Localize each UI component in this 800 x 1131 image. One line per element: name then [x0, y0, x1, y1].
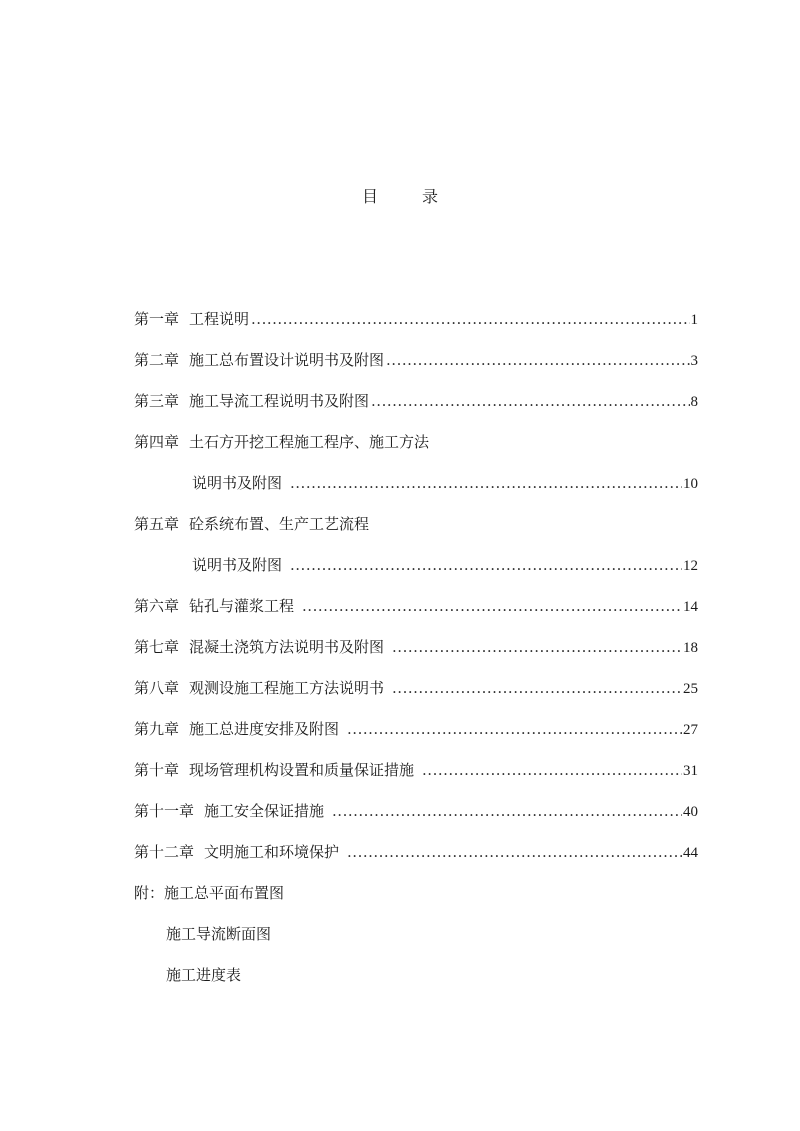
- chapter-number: 第十一章: [134, 802, 195, 820]
- chapter-title: 土石方开挖工程施工程序、施工方法: [189, 433, 430, 451]
- page-number: 40: [683, 804, 698, 820]
- chapter-number: 第三章: [134, 392, 180, 410]
- toc-entry-chapter-10[interactable]: [134, 759, 698, 781]
- dot-leader: [392, 677, 682, 699]
- dot-leader: [290, 554, 682, 576]
- chapter-number: 第十章: [134, 761, 180, 779]
- chapter-title: 钻孔与灌浆工程: [189, 597, 295, 615]
- dot-leader: [386, 349, 689, 371]
- page-number: 27: [683, 722, 698, 738]
- dot-leader: [332, 800, 682, 822]
- dot-leader: [371, 390, 689, 412]
- page-number: 25: [683, 681, 698, 697]
- page-number: 10: [683, 476, 698, 492]
- page-number: 1: [690, 312, 698, 328]
- toc-title: [0, 184, 800, 207]
- title-char-2: 录: [422, 187, 439, 206]
- chapter-number: 第七章: [134, 638, 180, 656]
- chapter-title: 观测设施工程施工方法说明书: [189, 679, 385, 697]
- chapter-title: 文明施工和环境保护: [204, 843, 340, 861]
- dot-leader: [392, 636, 682, 658]
- chapter-title: 施工总进度安排及附图: [189, 720, 340, 738]
- chapter-number: 第四章: [134, 433, 180, 451]
- chapter-number: 第五章: [134, 515, 180, 533]
- toc-entry-chapter-7[interactable]: [134, 636, 698, 658]
- page-number: 31: [683, 763, 698, 779]
- chapter-title: 说明书及附图: [192, 556, 283, 574]
- title-char-1: 目: [361, 187, 378, 206]
- toc-entry-chapter-3[interactable]: [134, 390, 698, 412]
- dot-leader: [302, 595, 682, 617]
- chapter-title: 施工总布置设计说明书及附图: [189, 351, 385, 369]
- appendix-item: 施工进度表: [166, 966, 242, 984]
- toc-entry-chapter-4-continued[interactable]: [192, 472, 698, 494]
- toc-entry-chapter-5[interactable]: [134, 513, 369, 535]
- dot-leader: [347, 718, 682, 740]
- chapter-title: 说明书及附图: [192, 474, 283, 492]
- appendix-item: 施工导流断面图: [166, 925, 272, 943]
- toc-entry-chapter-9[interactable]: [134, 718, 698, 740]
- chapter-title: 施工导流工程说明书及附图: [189, 392, 370, 410]
- toc-entry-chapter-2[interactable]: [134, 349, 698, 371]
- chapter-number: 第十二章: [134, 843, 195, 861]
- toc-entry-chapter-5-continued[interactable]: [192, 554, 698, 576]
- appendix-heading: 附：施工总平面布置图: [134, 884, 285, 902]
- toc-entry-chapter-8[interactable]: [134, 677, 698, 699]
- page-number: 18: [683, 640, 698, 656]
- chapter-title: 现场管理机构设置和质量保证措施: [189, 761, 415, 779]
- dot-leader: [347, 841, 682, 863]
- chapter-number: 第九章: [134, 720, 180, 738]
- toc-entry-chapter-11[interactable]: [134, 800, 698, 822]
- chapter-number: 第六章: [134, 597, 180, 615]
- chapter-number: 第二章: [134, 351, 180, 369]
- dot-leader: [422, 759, 682, 781]
- chapter-number: 第一章: [134, 310, 180, 328]
- toc-entry-chapter-4[interactable]: [134, 431, 429, 453]
- chapter-title: 施工安全保证措施: [204, 802, 325, 820]
- toc-entry-chapter-1[interactable]: [134, 308, 698, 330]
- page-number: 44: [683, 845, 698, 861]
- toc-entry-chapter-6[interactable]: [134, 595, 698, 617]
- page-number: 3: [690, 353, 698, 369]
- chapter-title: 混凝土浇筑方法说明书及附图: [189, 638, 385, 656]
- page-number: 8: [690, 394, 698, 410]
- toc-entry-chapter-12[interactable]: [134, 841, 698, 863]
- page-number: 12: [683, 558, 698, 574]
- chapter-number: 第八章: [134, 679, 180, 697]
- chapter-title: 砼系统布置、生产工艺流程: [189, 515, 370, 533]
- chapter-title: 工程说明: [189, 310, 250, 328]
- dot-leader: [251, 308, 689, 330]
- page-number: 14: [683, 599, 698, 615]
- dot-leader: [290, 472, 682, 494]
